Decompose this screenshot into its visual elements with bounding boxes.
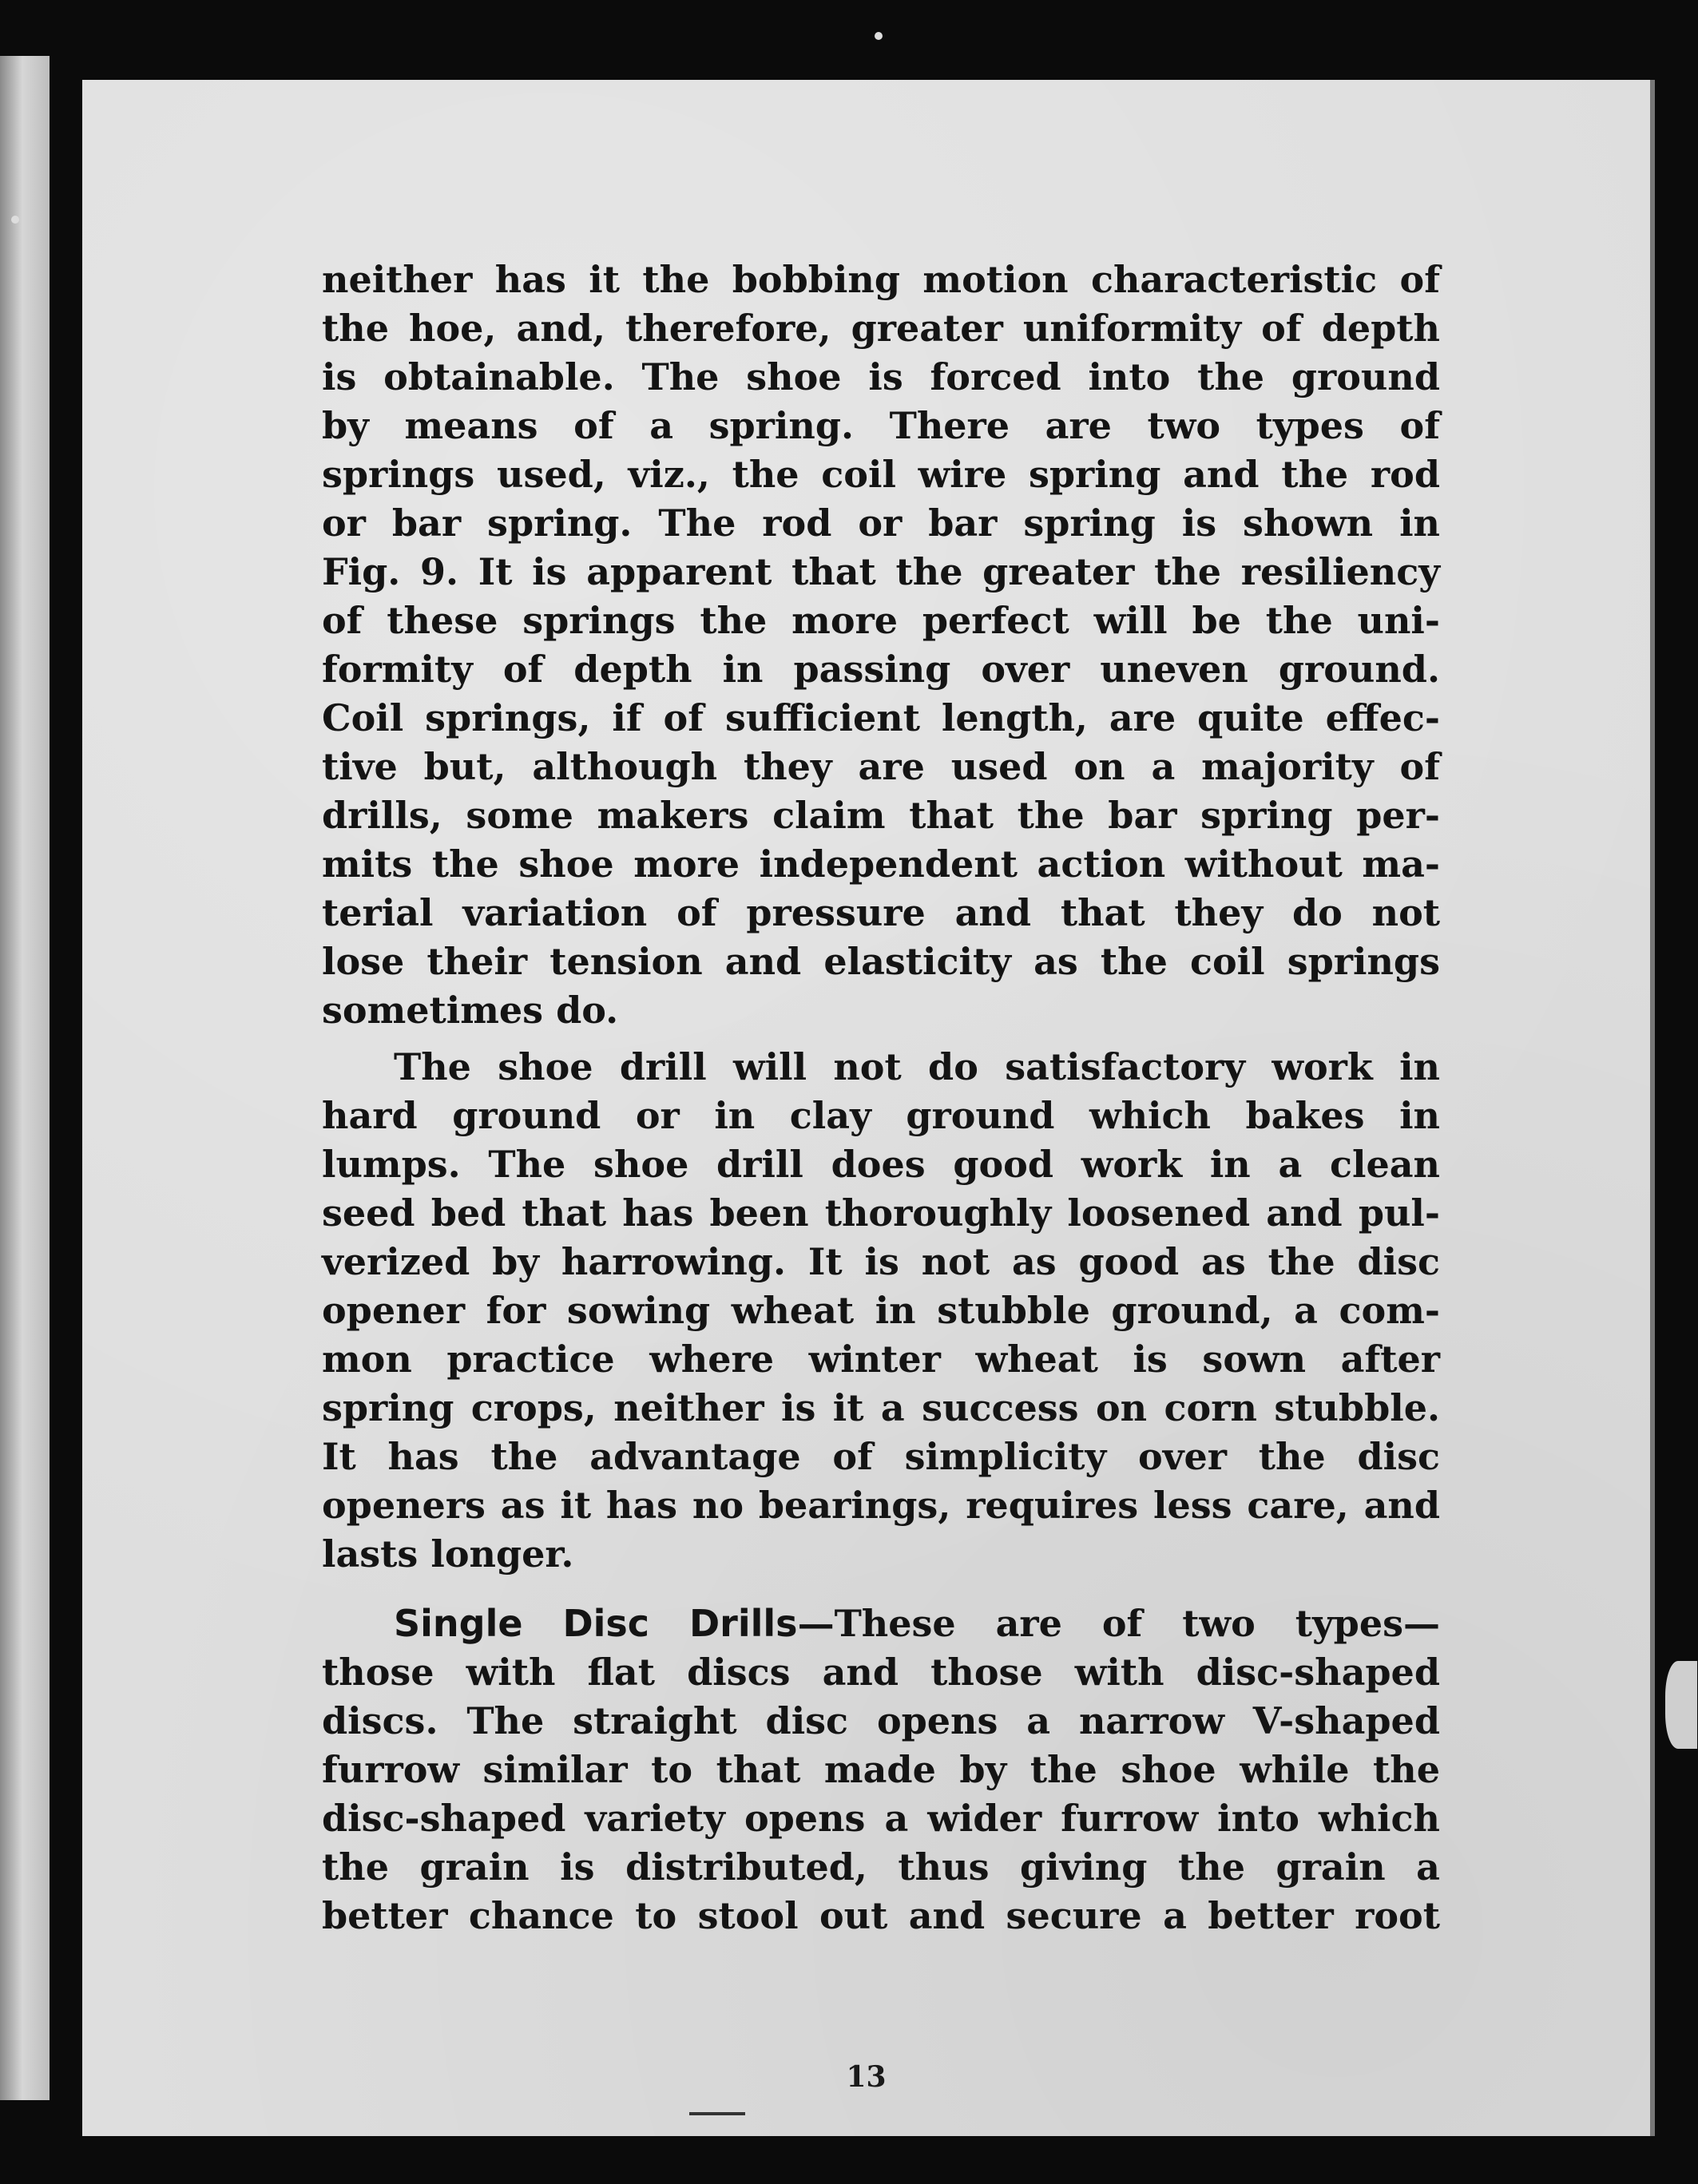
text-line: disc-shaped variety opens a wider furrow into which <box>322 1797 1440 1840</box>
text-line: openers as it has no bearings, requires less care, and <box>322 1484 1440 1527</box>
page-right-edge <box>1650 80 1655 2136</box>
text-line: It has the advantage of simplicity over the disc <box>322 1435 1440 1478</box>
section-first-line <box>322 1599 1440 1648</box>
paragraph-gap <box>322 1579 1440 1599</box>
text-line: or bar spring. The rod or bar spring is shown in <box>322 501 1440 545</box>
text-line: discs. The straight disc opens a narrow V-shaped <box>322 1699 1440 1742</box>
scan-mark <box>689 2112 745 2115</box>
text-line: mits the shoe more independent action without ma- <box>322 842 1440 886</box>
text-line: opener for sowing wheat in stubble ground, a com- <box>322 1289 1440 1332</box>
text-line: formity of depth in passing over uneven ground. <box>322 648 1440 691</box>
text-line: mon practice where winter wheat is sown after <box>322 1338 1440 1381</box>
text-line: verized by harrowing. It is not as good as the disc <box>322 1240 1440 1283</box>
text-line: better chance to stool out and secure a better root <box>322 1894 1440 1937</box>
body-text <box>322 256 1440 1940</box>
text-line: tive but, although they are used on a majority of <box>322 745 1440 788</box>
text-line: lose their tension and elasticity as the coil springs <box>322 940 1440 983</box>
book-page <box>82 80 1650 2136</box>
scan-speck <box>875 32 883 40</box>
text-line: lumps. The shoe drill does good work in a clean <box>322 1143 1440 1186</box>
text-line: is obtainable. The shoe is forced into the ground <box>322 355 1440 398</box>
scan-smudge <box>1665 1661 1697 1749</box>
text-line: seed bed that has been thoroughly loosened and pul- <box>322 1191 1440 1235</box>
text-line: terial variation of pressure and that they do not <box>322 891 1440 934</box>
adjacent-page-edge <box>0 56 50 2100</box>
text-line: lasts longer. <box>322 1532 574 1576</box>
page-number: 13 <box>846 2060 887 2094</box>
text-line: Coil springs, if of sufficient length, are quite effec- <box>322 696 1440 739</box>
text-line: by means of a spring. There are two types of <box>322 404 1440 447</box>
text-line: those with flat discs and those with disc-shaped <box>322 1651 1440 1694</box>
text-line: neither has it the bobbing motion characteristic of <box>322 258 1440 301</box>
scan-speck <box>11 216 19 224</box>
text-line: spring crops, neither is it a success on corn stubble. <box>322 1386 1440 1429</box>
text-line: springs used, viz., the coil wire spring and the rod <box>322 453 1440 496</box>
paragraph-gap <box>322 1035 1440 1043</box>
text-line: of these springs the more perfect will be the uni- <box>322 599 1440 642</box>
section-heading: Single Disc Drills <box>394 1602 798 1645</box>
text-line: the grain is distributed, thus giving the grain a <box>322 1845 1440 1889</box>
text-line: hard ground or in clay ground which bakes in <box>322 1094 1440 1137</box>
text-line: Fig. 9. It is apparent that the greater the resiliency <box>322 550 1440 593</box>
text-line: sometimes do. <box>322 989 619 1032</box>
text-line: furrow similar to that made by the shoe while the <box>322 1748 1440 1791</box>
text-line: drills, some makers claim that the bar spring per- <box>322 794 1440 837</box>
text-line: the hoe, and, therefore, greater uniformity of depth <box>322 307 1440 350</box>
section-first-line-text: —These are of two types— <box>797 1602 1441 1645</box>
text-line: The shoe drill will not do satisfactory work in <box>394 1045 1440 1088</box>
